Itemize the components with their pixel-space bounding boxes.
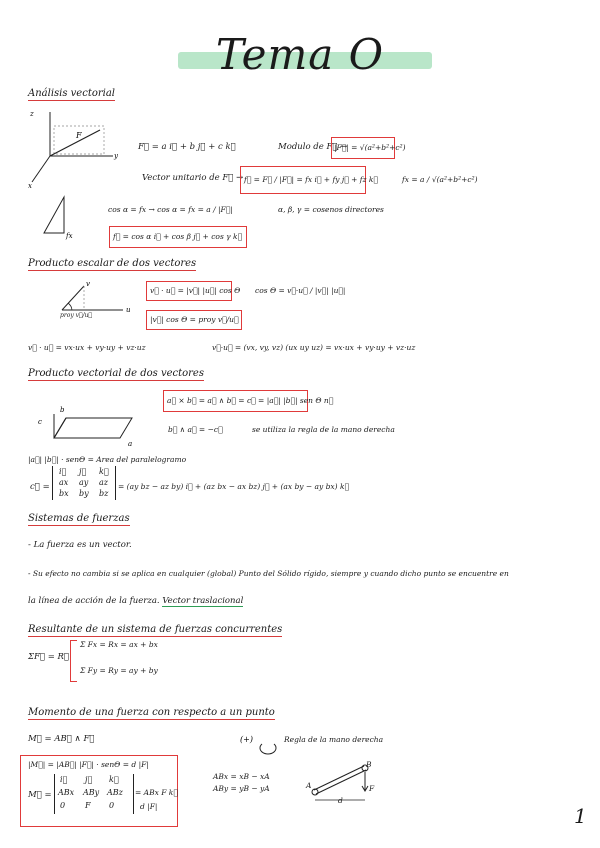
det-cell: i⃗ xyxy=(60,775,68,784)
svg-text:(+): (+) xyxy=(240,735,253,744)
lever-point-a: A xyxy=(306,781,312,790)
det-cell: ax xyxy=(59,478,69,487)
abx-formula: ABx = xB − xA xyxy=(213,772,270,781)
page-number: 1 xyxy=(574,804,587,828)
heading-sistemas-fuerzas: Sistemas de fuerzas xyxy=(28,513,130,524)
rotation-arrow-icon xyxy=(240,730,280,752)
3d-axes-figure xyxy=(28,108,123,188)
moment-det-result2: d |F| xyxy=(140,802,158,811)
m-label: M⃗ = xyxy=(28,790,52,800)
det-cell: ABz xyxy=(107,788,123,797)
cross-det-result: = (ay bz − az by) i⃗ + (az bx − ax bz) j⃗ + (ax by − ay bx) k⃗ xyxy=(118,482,350,491)
svg-text:y: y xyxy=(114,152,118,160)
det-cell: 0 xyxy=(60,801,66,810)
vector-definition: F⃗ = a i⃗ + b j⃗ + c k⃗ xyxy=(138,142,236,152)
det-cell: j⃗ xyxy=(85,775,93,784)
cross-determinant xyxy=(52,466,116,500)
lever-point-b: B xyxy=(366,760,372,769)
lever-force: F xyxy=(369,784,375,793)
module-label: Modulo de F⃗ → xyxy=(278,142,348,152)
area-note: |a⃗| |b⃗| · senΘ = Area del paralelogramo xyxy=(28,455,187,464)
unit-vector-label: Vector unitario de F⃗ → xyxy=(142,173,244,183)
heading-producto-escalar: Producto escalar de dos vectores xyxy=(28,258,197,269)
dot-matrix-form: v⃗·u⃗ = (vx, vy, vz) (ux uy uz) = vx·ux + vy·uy + vz·uz xyxy=(212,343,416,352)
det-cell: F xyxy=(85,801,91,810)
resultant-sum: ΣF⃗ = R⃗ xyxy=(28,652,70,662)
resultant-brace xyxy=(70,640,77,682)
projection-formula: |v⃗| cos Θ = proy v⃗/u⃗ xyxy=(150,315,239,324)
svg-text:v: v xyxy=(86,280,90,288)
svg-text:F: F xyxy=(76,131,82,140)
svg-text:fx: fx xyxy=(66,232,73,240)
lever-distance: d xyxy=(338,796,343,805)
det-cell: az xyxy=(99,478,108,487)
bullet-efecto: - Su efecto no cambia si se aplica en cualquier (global) Punto del Sólido rígido, siempre y cuando dicho punto se encuentre en xyxy=(28,569,509,578)
det-cell: by xyxy=(79,489,89,498)
det-cell: ABx xyxy=(58,788,75,797)
unit-cos-formula: f⃗ = cos α i⃗ + cos β j⃗ + cos γ k⃗ xyxy=(113,232,243,241)
svg-text:c: c xyxy=(38,418,42,426)
cross-formula: a⃗ × b⃗ = a⃗ ∧ b⃗ = c⃗ = |a⃗| |b⃗| sen Θ n⃗ xyxy=(167,396,334,405)
dot-formula: v⃗ · u⃗ = |v⃗| |u⃗| cos Θ xyxy=(150,286,241,295)
cos-theta-formula: cos Θ = v⃗·u⃗ / |v⃗| |u⃗| xyxy=(255,286,346,295)
det-cell: k⃗ xyxy=(109,775,119,784)
parallelogram-figure xyxy=(32,400,137,450)
svg-text:u: u xyxy=(126,306,131,314)
cos-formula: cos α = fx → cos α = fx = a / |F⃗| xyxy=(108,205,233,214)
director-cosines-note: α, β, γ = cosenos directores xyxy=(278,205,384,214)
det-cell: bx xyxy=(59,489,69,498)
moment-determinant xyxy=(54,774,134,814)
moment-det-result: = ABx F k⃗ xyxy=(135,788,178,797)
resultant-eq-y: Σ Fy = Ry = ay + by xyxy=(80,666,158,675)
angle-triangle-figure xyxy=(42,195,82,240)
bullet-efecto-cont: la línea de acción de la fuerza. Vector traslacional xyxy=(28,596,244,606)
resultant-eq-x: Σ Fx = Rx = ax + bx xyxy=(80,640,158,649)
bullet-fuerza-vector: - La fuerza es un vector. xyxy=(28,540,132,550)
svg-text:x: x xyxy=(28,182,32,190)
page-title: Tema O xyxy=(215,30,385,79)
det-cell: j⃗ xyxy=(79,467,87,476)
vector-traslacional-label: Vector traslacional xyxy=(162,596,244,606)
hand-rule-note: se utiliza la regla de la mano derecha xyxy=(252,425,395,434)
projection-label: proy v⃗/u⃗ xyxy=(60,312,93,319)
heading-resultante: Resultante de un sistema de fuerzas concurrentes xyxy=(28,624,283,635)
svg-text:z: z xyxy=(30,110,34,118)
moment-hand-rule: Regla de la mano derecha xyxy=(284,735,384,744)
det-cell: bz xyxy=(99,489,109,498)
anticommute: b⃗ ∧ a⃗ = −c⃗ xyxy=(168,425,223,434)
det-cell: 0 xyxy=(109,801,115,810)
heading-analisis-vectorial: Análisis vectorial xyxy=(28,88,116,99)
c-label: c⃗ = xyxy=(30,482,50,492)
det-cell: ay xyxy=(79,478,89,487)
unit-vector-formula: f⃗ = F⃗ / |F⃗| = fx i⃗ + fy j⃗ + fz k⃗ xyxy=(244,175,378,184)
svg-text:b: b xyxy=(60,406,65,414)
heading-producto-vectorial: Producto vectorial de dos vectores xyxy=(28,368,204,379)
moment-definition: M⃗ = AB⃗ ∧ F⃗ xyxy=(28,734,95,744)
svg-text:a: a xyxy=(128,440,133,448)
det-cell: k⃗ xyxy=(99,467,109,476)
dot-components: v⃗ · u⃗ = vx·ux + vy·uy + vz·uz xyxy=(28,343,146,352)
aby-formula: ABy = yB − yA xyxy=(213,784,270,793)
module-formula: |F⃗| = √(a²+b²+c²) xyxy=(334,143,406,152)
heading-momento: Momento de una fuerza con respecto a un punto xyxy=(28,707,275,718)
det-cell: i⃗ xyxy=(59,467,67,476)
moment-magnitude: |M⃗| = |AB⃗| |F⃗| · senΘ = d |F| xyxy=(28,760,149,769)
det-cell: ABy xyxy=(83,788,100,797)
fx-formula: fx = a / √(a²+b²+c²) xyxy=(402,175,478,184)
